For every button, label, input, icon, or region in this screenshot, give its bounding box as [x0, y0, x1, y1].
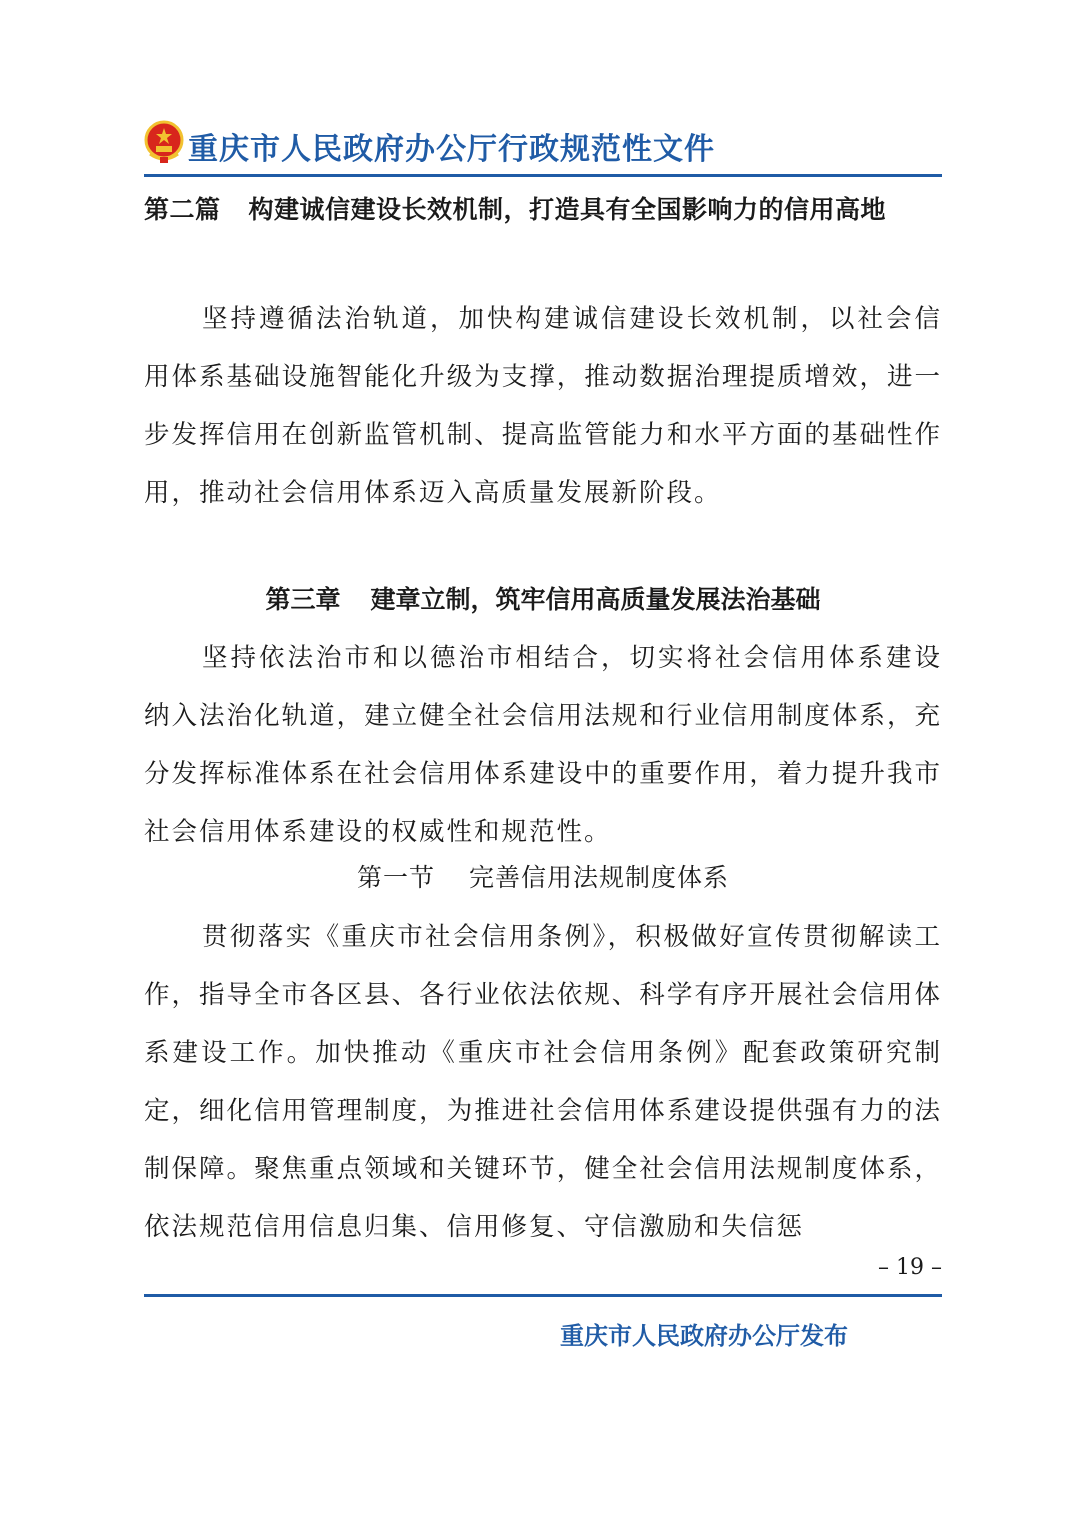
national-emblem-icon [144, 120, 184, 164]
chapter-title-text: 建章立制，筑牢信用高质量发展法治基础 [370, 585, 821, 614]
chapter-intro-paragraph: 坚持依法治市和以德治市相结合，切实将社会信用体系建设纳入法治化轨道，建立健全社会信用法规和行业信用制度体系，充分发挥标准体系在社会信用体系建设中的重要作用，着力提升我市社会信用体系建设的权威性和规范性。 [144, 643, 942, 847]
part-title-text: 构建诚信建设长效机制，打造具有全国影响力的信用高地 [248, 195, 887, 224]
section-title-text: 完善信用法规制度体系 [469, 863, 730, 892]
chapter-label: 第三章 [265, 585, 341, 614]
section-heading [144, 858, 942, 894]
part-label: 第二篇 [144, 195, 221, 224]
footer-divider [144, 1294, 942, 1297]
footer-publisher: 重庆市人民政府办公厅发布 [560, 1322, 848, 1350]
header-divider [144, 174, 942, 177]
section-body-paragraph: 贯彻落实《重庆市社会信用条例》，积极做好宣传贯彻解读工作，指导全市各区县、各行业依法依规、科学有序开展社会信用体系建设工作。加快推动《重庆市社会信用条例》配套政策研究制定，细化信用管理制度，为推进社会信用体系建设提供强有力的法制保障。聚焦重点领域和关键环节，健全社会信用法规制度体系，依法规范信用信息归集、信用修复、守信激励和失信惩 [144, 922, 942, 1242]
header-title: 重庆市人民政府办公厅行政规范性文件 [188, 132, 715, 167]
document-header [144, 118, 944, 170]
chapter-heading [144, 580, 942, 616]
section-label: 第一节 [356, 863, 435, 892]
part-intro-paragraph: 坚持遵循法治轨道，加快构建诚信建设长效机制，以社会信用体系基础设施智能化升级为支撑，推动数据治理提质增效，进一步发挥信用在创新监管机制、提高监管能力和水平方面的基础性作用，推动社会信用体系迈入高质量发展新阶段。 [144, 304, 942, 508]
page-number: – 19 – [878, 1255, 942, 1280]
part-heading [144, 190, 944, 226]
